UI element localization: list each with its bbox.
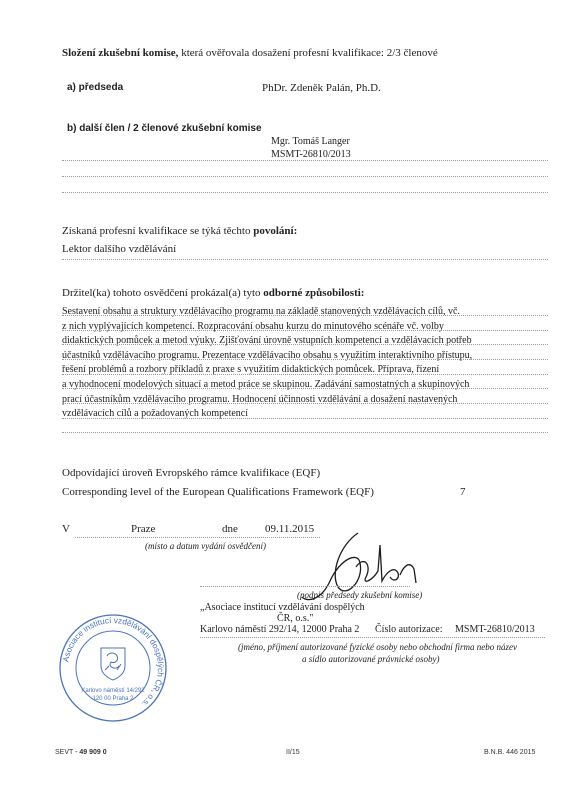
profession-label-bold: povolání:	[253, 225, 298, 237]
dotted-line	[200, 586, 410, 587]
member-name: Mgr. Tomáš Langer	[271, 136, 350, 147]
place-caption: (místo a datum vydání osvědčení)	[145, 541, 266, 551]
profession-label-text: Získaná profesní kvalifikace se týká těchto	[62, 225, 254, 237]
place-v: V	[62, 523, 70, 535]
auth-value: MSMT-26810/2013	[455, 624, 535, 635]
org-name-line2: ČR, o.s."	[277, 613, 314, 624]
competence-line: z nich vyplývajících kompetencí. Rozpracování obsahu kurzu do minutového scénáře vč. volby	[62, 320, 444, 332]
org-name-line1: „Asociace institucí vzdělávání dospělých	[200, 602, 365, 613]
eqf-en: Corresponding level of the European Qualifications Framework (EQF)	[62, 486, 374, 498]
organization-stamp	[57, 612, 169, 724]
competence-line: Sestavení obsahu a struktury vzdělávacího programu na základě stanovených vzdělávacích cílů, vč.	[62, 306, 460, 317]
footer-right: B.N.B. 446 2015	[484, 749, 536, 756]
dotted-line	[62, 374, 548, 375]
footer-left-bold: 49 909 0	[79, 749, 107, 756]
commission-title	[62, 47, 438, 59]
dotted-line	[62, 432, 548, 433]
stamp-inner-city: 120 00 Praha 2	[92, 696, 134, 702]
competence-line: didaktických pomůcek a metod výuky. Zjišťování úrovně vstupních kompetencí a vzdělávacích potřeb	[62, 335, 472, 347]
dotted-line	[62, 192, 548, 193]
member-id: MSMT-26810/2013	[271, 149, 351, 160]
chair-name: PhDr. Zdeněk Palán, Ph.D.	[262, 82, 381, 94]
dotted-line	[62, 418, 548, 419]
competence-text	[62, 305, 552, 422]
competence-line: vzdělávacích cílů a požadovaných kompetencí	[62, 408, 249, 420]
competence-line: prací účastníkům vzdělávacího programu. Hodnocení účinnosti vzdělávání a dosažení nastavených	[62, 393, 458, 405]
competence-label-text: Držitel(ka) tohoto osvědčení prokázal(a) tyto	[62, 287, 264, 299]
dotted-line	[62, 330, 548, 331]
profession-value: Lektor dalšího vzdělávání	[62, 243, 177, 255]
commission-title-bold: Složení zkušební komise,	[62, 47, 179, 59]
org-caption-line1: (jméno, příjmení autorizované fyzické osoby nebo obchodní firma nebo název	[238, 642, 517, 652]
signature-caption: (podpis předsedy zkušební komise)	[297, 590, 423, 600]
dotted-line	[62, 176, 548, 177]
dotted-line	[62, 259, 548, 260]
place-city: Praze	[131, 523, 156, 535]
dotted-line	[62, 344, 548, 345]
dotted-line	[200, 637, 545, 638]
eqf-level: 7	[460, 486, 466, 498]
org-caption-line2: a sídlo autorizované právnické osoby)	[302, 654, 440, 664]
dotted-line	[62, 359, 548, 360]
eqf-cz: Odpovídající úroveň Evropského rámce kvalifikace (EQF)	[62, 467, 321, 479]
org-address: Karlovo náměstí 292/14, 12000 Praha 2	[200, 624, 360, 635]
dotted-line	[62, 315, 548, 316]
dotted-line	[62, 160, 548, 161]
competence-label	[62, 287, 364, 299]
competence-line: účastníků vzdělávacího programu. Prezentace vzdělávacího obsahu s využitím interaktivního přístupu,	[62, 349, 473, 361]
stamp-ring-text: Asociace institucí vzdělávání dospělých ČR, o.s.	[61, 615, 166, 709]
competence-line: a vyhodnocení modelových situací a metod práce se skupinou. Zadávání samostatných a skupinových	[62, 378, 470, 390]
auth-label: Číslo autorizace:	[375, 624, 443, 635]
issue-date: 09.11.2015	[265, 523, 315, 535]
dotted-line	[62, 388, 548, 389]
profession-label	[62, 225, 297, 237]
dotted-line	[62, 403, 548, 404]
members-label: b) další člen / 2 členové zkušební komise	[67, 123, 262, 134]
competence-line: řešení problémů a rozbory příkladů z praxe s využitím didaktických pomůcek. Příprava, řízení	[62, 364, 440, 376]
competence-label-bold: odborné způsobilosti:	[263, 287, 365, 299]
footer-left	[55, 749, 107, 756]
stamp-inner-address: Karlovo náměstí 14/292	[81, 688, 145, 694]
stamp-lion-icon	[101, 648, 125, 680]
chair-label: a) předseda	[67, 82, 124, 93]
place-dne: dne	[222, 523, 238, 535]
commission-title-rest: která ověřovala dosažení profesní kvalifikace: 2/3 členové	[178, 47, 438, 59]
footer-left-text: SEVT -	[55, 749, 80, 756]
footer-center: II/15	[286, 749, 300, 756]
dotted-line	[75, 537, 320, 538]
